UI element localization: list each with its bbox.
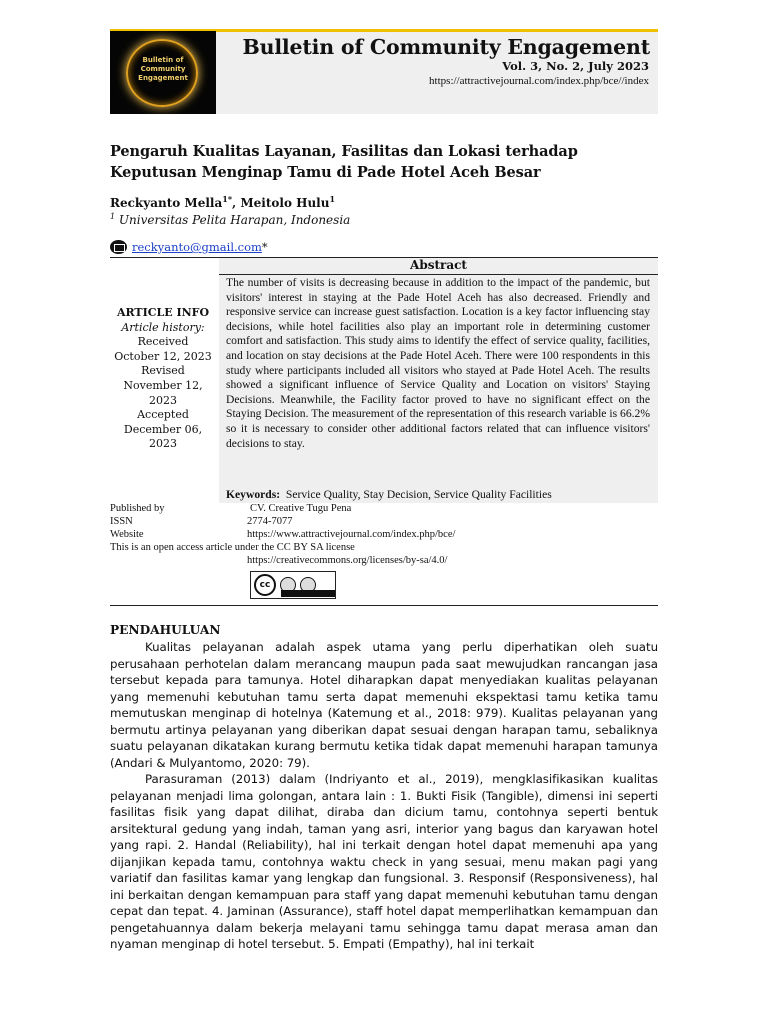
journal-logo [110,31,216,114]
license-text: This is an open access article under the CC BY SA license [110,542,355,553]
keywords [226,488,552,501]
divider [110,605,658,606]
revised-date: November 12, 2023 [123,378,203,407]
cc-by-sa-badge[interactable] [250,571,336,599]
author-list [110,194,335,210]
corresponding-mark: * [261,240,268,254]
affiliation-text: Universitas Pelita Harapan, Indonesia [115,213,351,227]
author-name: Reckyanto Mella [110,196,223,210]
cc-icon: cc [254,574,276,596]
website-link[interactable]: https://www.attractivejournal.com/index.php/bce/ [247,529,456,540]
license-link[interactable]: https://creativecommons.org/licenses/by-sa/4.0/ [247,555,448,566]
author-separator: , [232,196,241,210]
received-date: October 12, 2023 [114,349,212,363]
article-info [110,306,216,452]
published-value: CV. Creative Tugu Pena [250,503,352,514]
received-label: Received [137,335,189,349]
logo-line: Community [140,65,186,73]
accepted-label: Accepted [137,408,189,422]
logo-line: Engagement [138,74,188,82]
issn-value: 2774-7077 [247,516,293,527]
journal-volume: Vol. 3, No. 2, July 2023 [502,59,649,73]
paragraph: Parasuraman (2013) dalam (Indriyanto et al., 2019), mengklasifikasikan kualitas pelayanan menjadi lima golongan, antara lain : 1. Bukti Fisik (Tangible), dimensi ini seperti fasilitas fisik yang dapat dilihat, diraba dan dicium tamu, contohnya seperti bentuk arsitektural gedung yang indah, taman yang asri, interior yang bagus dan karyawan hotel yang rapi. 2. Handal (Reliability), hal ini terkait dengan hotel dapat memenuhi apa yang dijanjikan kepada tamu, contohnya waktu check in yang sesuai, menu makan pagi yang variatif dan fasilitas kamar yang lengkap dan fungsional. 3. Responsif (Responsiveness), hal ini berkaitan dengan kemampuan para staff yang dapat memenuhi kebutuhan tamu dengan cepat dan tepat. 4. Jaminan (Assurance), staff hotel dapat memperlihatkan kemampuan dan pengetahuannya dalam bekerja melayani tamu sehingga tamu dapat merasa aman dan nyaman menginap di hotel tersebut. 5. Empati (Empathy), hal ini terkait [110,772,658,951]
affiliation [110,212,350,227]
section-heading: PENDAHULUAN [110,623,221,637]
article-info-heading: ARTICLE INFO [116,306,210,319]
keywords-list: Service Quality, Stay Decision, Service Quality Facilities [285,488,552,501]
journal-url[interactable]: https://attractivejournal.com/index.php/bce//index [429,75,649,87]
published-label: Published by [110,503,165,514]
body-text [110,639,658,953]
email-link[interactable]: reckyanto@gmail.com [132,240,262,254]
website-label: Website [110,529,144,540]
journal-title: Bulletin of Community Engagement [242,35,650,59]
license-bar [281,590,335,597]
paragraph: Kualitas pelayanan adalah aspek utama yang perlu diperhatikan oleh suatu perusahaan perhotelan dalam merancang maupun pada saat mewujudkan rancangan jasa tersebut kepada para tamunya. Hotel diharapkan dapat menyediakan kualitas pelayanan yang memenuhi kebutuhan tamu serta dapat memenuhi ekspektasi tamu ketika tamu memutuskan menginap di hotelnya (Katemung et al., 2018: 979). Kualitas pelayanan yang bermutu artinya pelayanan yang diberikan dapat sesuai dengan harapan tamu, sebaliknya suatu pelayanan dikatakan kurang bermutu ketika tidak dapat memenuhi harapan tamunya (Andari & Mulyantomo, 2020: 79). [110,640,658,770]
abstract-text: The number of visits is decreasing because in addition to the impact of the pandemic, but visitors' interest in staying at the Pade Hotel Aceh has also decreased. Friendly and responsive service can increase guest satisfaction. Location is a key factor influencing stay decisions, while hotel facilities also play an important role in determining customer comfort and satisfaction. This study aims to identify the effect of service quality, facilities, and location on stay decisions at the Pade Hotel Aceh. There were 100 respondents in this study where participants included all visitors who stayed at Pade Hotel Aceh. The results showed a significant influence of Service Quality and Location on visitors' Staying Decisions. Meanwhile, the Facility factor proved to have no significant effect on the Staying Decision. The measurement of the representation of this research variable is 66.2% so it is necessary to consider other additional factors related that can influence visitors' decisions to stay. [226,276,650,450]
article-title: Pengaruh Kualitas Layanan, Fasilitas dan Lokasi terhadap Keputusan Menginap Tamu di Pade Hotel Aceh Besar [110,143,578,181]
abstract-heading: Abstract [219,258,658,275]
author-name: Meitolo Hulu [240,196,330,210]
author-affiliation-mark: 1 [329,194,336,204]
article-history-label: Article history: [121,320,205,334]
envelope-icon [110,240,127,254]
revised-label: Revised [141,364,185,378]
logo-text [110,56,216,83]
author-affiliation-mark: 1* [222,194,232,204]
affiliation-mark: 1 [110,212,116,221]
issn-label: ISSN [110,516,133,527]
corresponding-email [110,240,268,254]
accepted-date: December 06, 2023 [123,422,203,451]
keywords-label: Keywords: [226,488,281,501]
logo-line: Bulletin of [142,56,184,64]
